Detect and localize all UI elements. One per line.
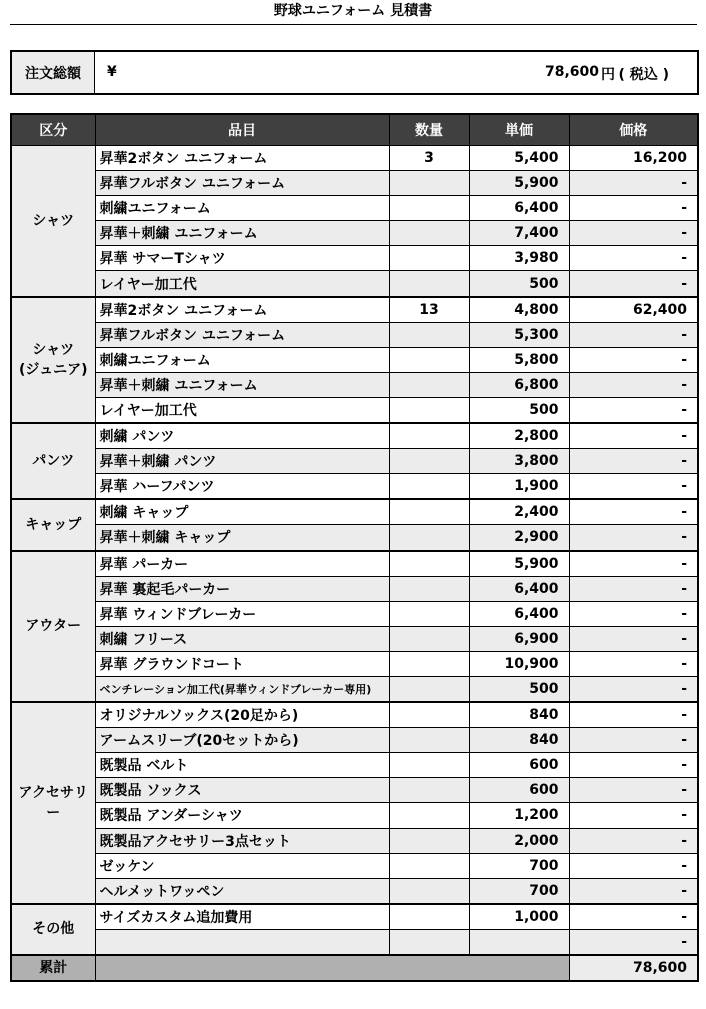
item-name-cell: 昇華2ボタン ユニフォーム	[95, 297, 389, 323]
summary-label: 累計	[11, 955, 95, 981]
price-cell: -	[569, 803, 698, 828]
header-quantity: 数量	[389, 114, 469, 146]
price-cell: -	[569, 601, 698, 626]
order-total-box	[10, 50, 699, 95]
item-name-cell: 既製品アクセサリー3点セット	[95, 828, 389, 853]
item-name-cell: アームスリーブ(20セットから)	[95, 728, 389, 753]
price-cell: -	[569, 651, 698, 676]
quantity-cell[interactable]	[389, 753, 469, 778]
price-cell: -	[569, 449, 698, 474]
price-cell: -	[569, 878, 698, 904]
table-row	[11, 196, 698, 221]
quantity-cell[interactable]	[389, 904, 469, 930]
quantity-cell[interactable]	[389, 221, 469, 246]
item-name-cell: 昇華＋刺繍 ユニフォーム	[95, 221, 389, 246]
price-cell: -	[569, 828, 698, 853]
table-row	[11, 904, 698, 930]
item-name-cell: サイズカスタム追加費用	[95, 904, 389, 930]
quantity-cell[interactable]	[389, 702, 469, 728]
table-row	[11, 626, 698, 651]
price-cell: -	[569, 728, 698, 753]
unit-price-cell: 10,900	[469, 651, 569, 676]
price-cell: -	[569, 322, 698, 347]
table-row	[11, 449, 698, 474]
unit-price-cell: 1,900	[469, 474, 569, 500]
table-row	[11, 828, 698, 853]
quantity-cell[interactable]	[389, 322, 469, 347]
summary-row	[11, 955, 698, 981]
price-cell: -	[569, 929, 698, 955]
unit-price-cell: 1,200	[469, 803, 569, 828]
unit-price-cell: 3,980	[469, 246, 569, 271]
table-row	[11, 347, 698, 372]
price-cell: -	[569, 853, 698, 878]
item-name-cell: 刺繍 フリース	[95, 626, 389, 651]
unit-price-cell: 500	[469, 271, 569, 297]
order-total-tax-note: ( 税込 )	[618, 67, 669, 83]
item-name-cell: オリジナルソックス(20足から)	[95, 702, 389, 728]
price-cell: -	[569, 221, 698, 246]
price-cell: -	[569, 397, 698, 423]
unit-price-cell: 7,400	[469, 221, 569, 246]
unit-price-cell: 2,800	[469, 423, 569, 449]
table-row	[11, 651, 698, 676]
item-name-cell: 昇華 裏起毛パーカー	[95, 576, 389, 601]
unit-price-cell: 2,900	[469, 525, 569, 551]
unit-price-cell: 2,000	[469, 828, 569, 853]
quantity-cell[interactable]	[389, 651, 469, 676]
quantity-cell[interactable]	[389, 853, 469, 878]
quantity-cell[interactable]	[389, 449, 469, 474]
unit-price-cell: 5,900	[469, 171, 569, 196]
quantity-cell[interactable]	[389, 246, 469, 271]
table-row	[11, 372, 698, 397]
item-name-cell: 刺繍 パンツ	[95, 423, 389, 449]
price-cell: -	[569, 551, 698, 577]
quantity-cell[interactable]	[389, 803, 469, 828]
table-row	[11, 499, 698, 525]
price-cell: -	[569, 372, 698, 397]
item-name-cell: レイヤー加工代	[95, 271, 389, 297]
price-cell: -	[569, 778, 698, 803]
quantity-cell[interactable]	[389, 423, 469, 449]
quantity-cell[interactable]: 13	[389, 297, 469, 323]
item-name-cell: 昇華＋刺繍 キャップ	[95, 525, 389, 551]
quantity-cell[interactable]	[389, 828, 469, 853]
price-cell: -	[569, 525, 698, 551]
price-cell: -	[569, 626, 698, 651]
item-name-cell: 昇華＋刺繍 パンツ	[95, 449, 389, 474]
title-underline	[10, 24, 697, 25]
table-row	[11, 171, 698, 196]
price-cell: -	[569, 499, 698, 525]
table-row	[11, 146, 698, 171]
unit-price-cell: 6,400	[469, 196, 569, 221]
quantity-cell[interactable]	[389, 499, 469, 525]
price-cell: -	[569, 246, 698, 271]
price-cell: -	[569, 271, 698, 297]
header-unit-price: 単価	[469, 114, 569, 146]
unit-price-cell: 840	[469, 702, 569, 728]
table-row	[11, 397, 698, 423]
quantity-cell[interactable]	[389, 196, 469, 221]
item-name-cell: 昇華フルボタン ユニフォーム	[95, 171, 389, 196]
table-row	[11, 322, 698, 347]
table-row	[11, 423, 698, 449]
category-cell: シャツ (ジュニア)	[11, 297, 95, 423]
unit-price-cell: 5,400	[469, 146, 569, 171]
price-cell: -	[569, 347, 698, 372]
price-cell: -	[569, 676, 698, 702]
category-cell: アウター	[11, 551, 95, 703]
unit-price-cell: 2,400	[469, 499, 569, 525]
quantity-cell[interactable]	[389, 525, 469, 551]
unit-price-cell: 840	[469, 728, 569, 753]
quantity-cell[interactable]	[389, 551, 469, 577]
table-row	[11, 474, 698, 500]
item-name-cell: 昇華 パーカー	[95, 551, 389, 577]
table-row	[11, 525, 698, 551]
quantity-cell[interactable]	[389, 676, 469, 702]
unit-price-cell	[469, 929, 569, 955]
quantity-cell[interactable]	[389, 271, 469, 297]
table-row	[11, 551, 698, 577]
quantity-cell[interactable]	[389, 929, 469, 955]
item-name-cell: 刺繍ユニフォーム	[95, 347, 389, 372]
item-name-cell: 昇華2ボタン ユニフォーム	[95, 146, 389, 171]
table-row	[11, 246, 698, 271]
table-header-row	[11, 114, 698, 146]
item-name-cell: 刺繍 キャップ	[95, 499, 389, 525]
item-name-cell: 昇華＋刺繍 ユニフォーム	[95, 372, 389, 397]
unit-price-cell: 5,300	[469, 322, 569, 347]
unit-price-cell: 3,800	[469, 449, 569, 474]
quantity-cell[interactable]	[389, 778, 469, 803]
item-name-cell: 昇華フルボタン ユニフォーム	[95, 322, 389, 347]
table-row	[11, 676, 698, 702]
unit-price-cell: 600	[469, 753, 569, 778]
unit-price-cell: 700	[469, 878, 569, 904]
item-name-cell: 昇華 グラウンドコート	[95, 651, 389, 676]
table-row	[11, 878, 698, 904]
item-name-cell: レイヤー加工代	[95, 397, 389, 423]
price-cell: -	[569, 423, 698, 449]
quantity-cell[interactable]	[389, 878, 469, 904]
item-name-cell: 既製品 アンダーシャツ	[95, 803, 389, 828]
order-total-label: 注文総額	[12, 52, 95, 93]
header-category: 区分	[11, 114, 95, 146]
document-title: 野球ユニフォーム 見積書	[273, 3, 433, 19]
item-name-cell: ヘルメットワッペン	[95, 878, 389, 904]
price-cell: -	[569, 474, 698, 500]
category-cell: シャツ	[11, 146, 95, 297]
unit-price-cell: 6,400	[469, 601, 569, 626]
order-total-unit: 円	[601, 67, 615, 83]
item-name-cell: 昇華 サマーTシャツ	[95, 246, 389, 271]
table-row	[11, 753, 698, 778]
unit-price-cell: 500	[469, 397, 569, 423]
unit-price-cell: 4,800	[469, 297, 569, 323]
table-row	[11, 929, 698, 955]
price-cell: -	[569, 904, 698, 930]
category-cell: パンツ	[11, 423, 95, 499]
item-name-cell	[95, 929, 389, 955]
price-cell: -	[569, 753, 698, 778]
unit-price-cell: 1,000	[469, 904, 569, 930]
quantity-cell[interactable]	[389, 171, 469, 196]
item-name-cell: 既製品 ソックス	[95, 778, 389, 803]
item-name-cell: ゼッケン	[95, 853, 389, 878]
table-row	[11, 576, 698, 601]
price-cell: -	[569, 576, 698, 601]
item-name-cell: 昇華 ウィンドブレーカー	[95, 601, 389, 626]
category-cell: アクセサリー	[11, 702, 95, 904]
quantity-cell[interactable]	[389, 347, 469, 372]
header-item: 品目	[95, 114, 389, 146]
unit-price-cell: 700	[469, 853, 569, 878]
summary-value: 78,600	[569, 955, 698, 981]
category-cell: その他	[11, 904, 95, 955]
header-price: 価格	[569, 114, 698, 146]
unit-price-cell: 600	[469, 778, 569, 803]
currency-symbol: ¥	[107, 64, 117, 80]
category-cell: キャップ	[11, 499, 95, 550]
table-row	[11, 702, 698, 728]
unit-price-cell: 6,400	[469, 576, 569, 601]
quantity-cell[interactable]: 3	[389, 146, 469, 171]
table-row	[11, 221, 698, 246]
quantity-cell[interactable]	[389, 372, 469, 397]
price-cell: -	[569, 171, 698, 196]
quantity-cell[interactable]	[389, 601, 469, 626]
table-row	[11, 297, 698, 323]
table-row	[11, 728, 698, 753]
unit-price-cell: 6,900	[469, 626, 569, 651]
item-name-cell: 既製品 ベルト	[95, 753, 389, 778]
estimate-table-body	[11, 146, 698, 956]
price-cell: 16,200	[569, 146, 698, 171]
unit-price-cell: 6,800	[469, 372, 569, 397]
summary-spacer	[95, 955, 569, 981]
quantity-cell[interactable]	[389, 576, 469, 601]
order-total-body	[95, 52, 697, 93]
table-row	[11, 803, 698, 828]
table-row	[11, 778, 698, 803]
table-row	[11, 853, 698, 878]
unit-price-cell: 500	[469, 676, 569, 702]
quantity-cell[interactable]	[389, 728, 469, 753]
item-name-cell: 昇華 ハーフパンツ	[95, 474, 389, 500]
table-row	[11, 601, 698, 626]
price-cell: -	[569, 702, 698, 728]
unit-price-cell: 5,800	[469, 347, 569, 372]
quantity-cell[interactable]	[389, 474, 469, 500]
unit-price-cell: 5,900	[469, 551, 569, 577]
table-row	[11, 271, 698, 297]
item-name-cell: ベンチレーション加工代(昇華ウィンドブレーカー専用)	[95, 676, 389, 702]
item-name-cell: 刺繍ユニフォーム	[95, 196, 389, 221]
price-cell: 62,400	[569, 297, 698, 323]
order-total-amount: 78,600	[544, 64, 599, 80]
price-cell: -	[569, 196, 698, 221]
quantity-cell[interactable]	[389, 626, 469, 651]
estimate-table	[10, 113, 699, 982]
quantity-cell[interactable]	[389, 397, 469, 423]
